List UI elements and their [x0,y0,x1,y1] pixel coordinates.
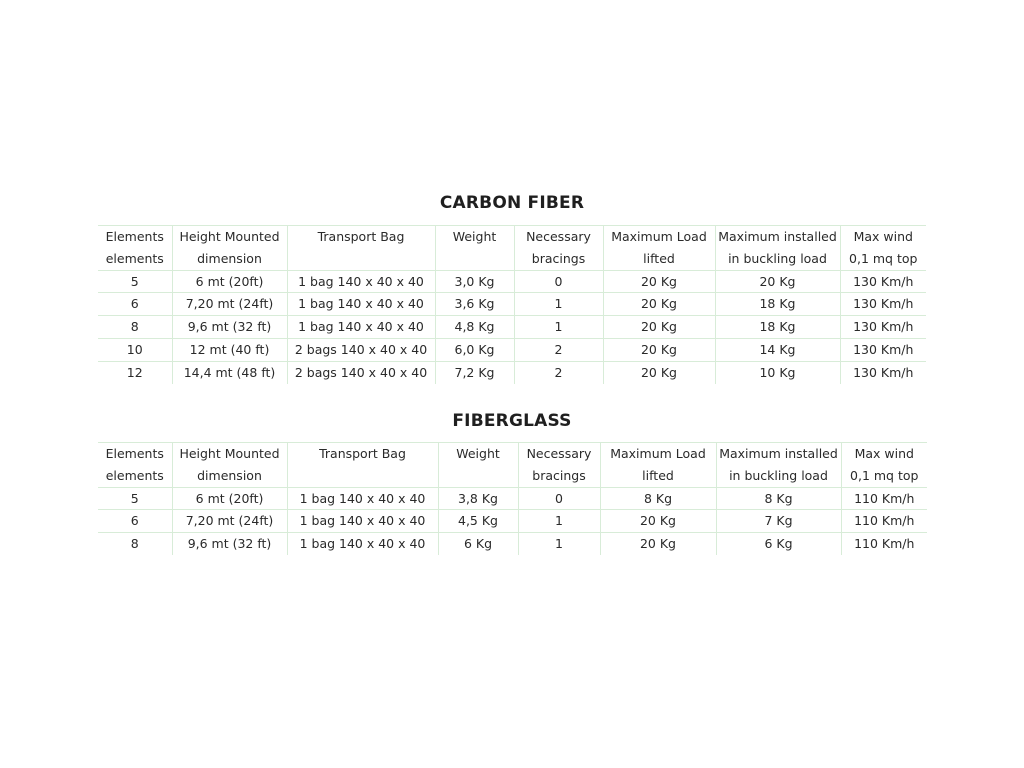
table-row [98,533,927,555]
cell-weight: 3,8 Kg [438,487,518,510]
cell-maximum-load-lifted: 20 Kg [600,533,716,555]
cell-elements: 5 [98,270,172,293]
cell-necessary-bracings: 1 [514,316,603,339]
cell-transport-bag: 2 bags 140 x 40 x 40 [287,338,435,361]
cell-max-wind: 110 Km/h [841,487,927,510]
cell-height-mounted: 7,20 mt (24ft) [172,510,287,533]
cell-elements: 6 [98,510,172,533]
cell-maximum-installed-buckling-load: 18 Kg [715,316,840,339]
fiberglass-title: FIBERGLASS [452,411,572,431]
cell-weight: 3,0 Kg [435,270,514,293]
table-row [98,487,927,510]
cell-maximum-installed-buckling-load: in buckling load [716,465,841,487]
cell-maximum-load-lifted: 20 Kg [603,270,715,293]
cell-height-mounted: Height Mounted [172,443,287,465]
cell-height-mounted: 12 mt (40 ft) [172,338,287,361]
cell-necessary-bracings: 2 [514,338,603,361]
cell-height-mounted: dimension [172,465,287,487]
cell-maximum-installed-buckling-load: 20 Kg [715,270,840,293]
cell-necessary-bracings: bracings [518,465,600,487]
cell-transport-bag: 1 bag 140 x 40 x 40 [287,533,438,555]
cell-weight: Weight [435,226,514,248]
table-row [98,338,926,361]
carbon-fiber-body [98,226,926,384]
cell-maximum-installed-buckling-load: 18 Kg [715,293,840,316]
cell-max-wind: 0,1 mq top [841,465,927,487]
cell-height-mounted: dimension [172,248,287,270]
cell-weight: 6 Kg [438,533,518,555]
cell-weight [438,465,518,487]
cell-maximum-installed-buckling-load: 7 Kg [716,510,841,533]
table-row [98,293,926,316]
cell-necessary-bracings: 2 [514,361,603,383]
cell-transport-bag: 1 bag 140 x 40 x 40 [287,270,435,293]
cell-maximum-load-lifted: 20 Kg [603,338,715,361]
cell-maximum-installed-buckling-load: Maximum installed [715,226,840,248]
cell-height-mounted: 6 mt (20ft) [172,487,287,510]
cell-weight [435,248,514,270]
cell-maximum-load-lifted: 20 Kg [603,361,715,383]
cell-necessary-bracings: 0 [514,270,603,293]
cell-necessary-bracings: bracings [514,248,603,270]
cell-height-mounted: 6 mt (20ft) [172,270,287,293]
cell-transport-bag: Transport Bag [287,226,435,248]
cell-maximum-load-lifted: Maximum Load [603,226,715,248]
cell-max-wind: 130 Km/h [840,338,926,361]
cell-weight: 6,0 Kg [435,338,514,361]
cell-necessary-bracings: 1 [514,293,603,316]
cell-max-wind: 130 Km/h [840,270,926,293]
cell-necessary-bracings: 0 [518,487,600,510]
table-row [98,510,927,533]
cell-weight: 7,2 Kg [435,361,514,383]
cell-max-wind: 130 Km/h [840,316,926,339]
cell-elements: 8 [98,533,172,555]
cell-weight: 4,8 Kg [435,316,514,339]
cell-maximum-installed-buckling-load: in buckling load [715,248,840,270]
cell-elements: Elements [98,226,172,248]
cell-max-wind: 110 Km/h [841,510,927,533]
cell-maximum-load-lifted: 20 Kg [603,293,715,316]
cell-elements: elements [105,250,164,266]
cell-maximum-load-lifted: lifted [603,248,715,270]
cell-transport-bag: Transport Bag [287,443,438,465]
carbon-fiber-title: CARBON FIBER [439,193,585,213]
cell-necessary-bracings: Necessary [514,226,603,248]
header-row [98,465,927,487]
cell-max-wind: 110 Km/h [841,533,927,555]
table-row [98,270,926,293]
cell-maximum-installed-buckling-load: 10 Kg [715,361,840,383]
cell-weight: 4,5 Kg [438,510,518,533]
cell-maximum-load-lifted: Maximum Load [600,443,716,465]
cell-max-wind: 0,1 mq top [840,248,926,270]
cell-transport-bag: 1 bag 140 x 40 x 40 [287,316,435,339]
cell-elements: elements [105,467,164,483]
cell-transport-bag: 1 bag 140 x 40 x 40 [287,510,438,533]
cell-transport-bag: 2 bags 140 x 40 x 40 [287,361,435,383]
cell-maximum-load-lifted: 20 Kg [603,316,715,339]
table-row [98,316,926,339]
cell-height-mounted: 9,6 mt (32 ft) [172,316,287,339]
cell-maximum-load-lifted: lifted [600,465,716,487]
cell-elements: 6 [98,293,172,316]
cell-necessary-bracings: Necessary [518,443,600,465]
cell-necessary-bracings: 1 [518,533,600,555]
cell-maximum-installed-buckling-load: 6 Kg [716,533,841,555]
cell-elements: Elements [98,443,172,465]
cell-height-mounted: 9,6 mt (32 ft) [172,533,287,555]
cell-max-wind: 130 Km/h [840,293,926,316]
carbon-fiber-table [98,225,926,384]
cell-weight: Weight [438,443,518,465]
cell-necessary-bracings: 1 [518,510,600,533]
cell-maximum-installed-buckling-load: 14 Kg [715,338,840,361]
cell-height-mounted: Height Mounted [172,226,287,248]
cell-elements: 8 [98,316,172,339]
cell-transport-bag [287,248,435,270]
cell-elements: 10 [98,338,172,361]
cell-transport-bag: 1 bag 140 x 40 x 40 [287,293,435,316]
table-row [98,361,926,383]
fiberglass-body [98,443,927,555]
cell-maximum-installed-buckling-load: 8 Kg [716,487,841,510]
cell-max-wind: Max wind [841,443,927,465]
cell-maximum-installed-buckling-load: Maximum installed [716,443,841,465]
cell-height-mounted: 14,4 mt (48 ft) [172,361,287,383]
header-row [98,226,926,248]
cell-height-mounted: 7,20 mt (24ft) [172,293,287,316]
cell-max-wind: Max wind [840,226,926,248]
fiberglass-table [98,442,927,555]
cell-elements: 5 [98,487,172,510]
cell-maximum-load-lifted: 20 Kg [600,510,716,533]
cell-maximum-load-lifted: 8 Kg [600,487,716,510]
header-row [98,443,927,465]
header-row [98,248,926,270]
cell-max-wind: 130 Km/h [840,361,926,383]
cell-weight: 3,6 Kg [435,293,514,316]
cell-transport-bag: 1 bag 140 x 40 x 40 [287,487,438,510]
cell-transport-bag [287,465,438,487]
cell-elements: 12 [98,361,172,383]
